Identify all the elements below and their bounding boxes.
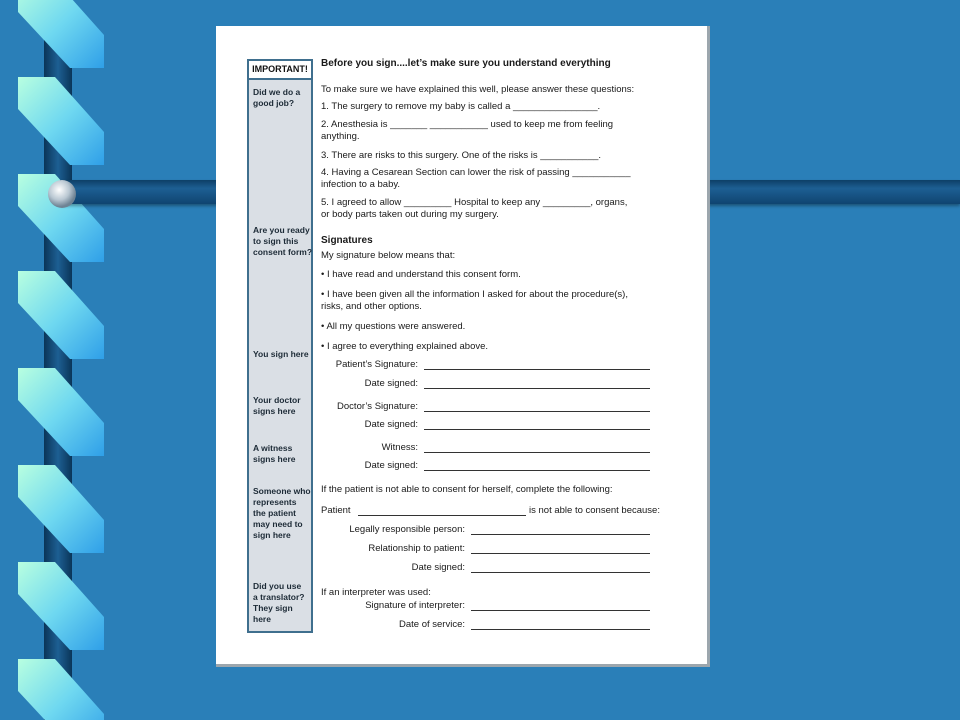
form-title: Before you sign....let’s make sure you understand everything	[321, 58, 611, 69]
question-1[interactable]: 1. The surgery to remove my baby is called a ________________.	[321, 101, 601, 112]
signatures-heading: Signatures	[321, 235, 373, 246]
witness-date-label: Date signed:	[364, 460, 418, 471]
patient-date-label: Date signed:	[364, 378, 418, 389]
spiral-ribbon-decoration	[0, 0, 110, 720]
legally-responsible-line[interactable]	[471, 534, 650, 535]
date-of-service-line[interactable]	[471, 629, 650, 630]
sidebar-label-representative: Someone who represents the patient may need to sign here	[253, 486, 311, 540]
sidebar-label-ready-to-sign: Are you ready to sign this consent form?	[253, 225, 313, 257]
sidebar-column	[247, 59, 313, 633]
patient-date-line[interactable]	[424, 388, 650, 389]
unable-consent-intro: If the patient is not able to consent for herself, complete the following:	[321, 484, 613, 495]
witness-signature-line[interactable]	[424, 452, 650, 453]
sidebar-label-you-sign: You sign here	[253, 349, 309, 359]
question-5[interactable]: 5. I agreed to allow _________ Hospital to keep any _________, organs, or body parts taken out during my surgery.	[321, 197, 628, 220]
sidebar-label-good-job: Did we do a good job?	[253, 87, 301, 108]
question-4[interactable]: 4. Having a Cesarean Section can lower the risk of passing ___________ infection to a baby.	[321, 167, 631, 190]
doctor-date-line[interactable]	[424, 429, 650, 430]
important-header: IMPORTANT!	[249, 61, 311, 80]
date-of-service-label: Date of service:	[399, 619, 465, 630]
representative-date-label: Date signed:	[411, 562, 465, 573]
relationship-line[interactable]	[471, 553, 650, 554]
sphere-knob-decoration	[46, 178, 78, 210]
signature-intro: My signature below means that:	[321, 250, 456, 261]
patient-name-line[interactable]	[358, 515, 526, 516]
witness-date-line[interactable]	[424, 470, 650, 471]
patient-signature-label: Patient’s Signature:	[335, 359, 418, 370]
patient-signature-line[interactable]	[424, 369, 650, 370]
sidebar-label-translator: Did you use a translator? They sign here	[253, 581, 305, 624]
representative-date-line[interactable]	[471, 572, 650, 573]
doctor-date-label: Date signed:	[364, 419, 418, 430]
sidebar-label-doctor-signs: Your doctor signs here	[253, 395, 301, 416]
consent-form-page	[216, 26, 710, 667]
patient-label: Patient	[321, 505, 351, 516]
bullet-questions: • All my questions were answered.	[321, 321, 466, 332]
horizontal-bar-right	[708, 180, 960, 204]
question-3[interactable]: 3. There are risks to this surgery. One of the risks is ___________.	[321, 150, 602, 161]
interpreter-intro: If an interpreter was used:	[321, 587, 431, 598]
question-2[interactable]: 2. Anesthesia is _______ ___________ used to keep me from feeling anything.	[321, 119, 614, 142]
legally-responsible-label: Legally responsible person:	[349, 524, 465, 535]
not-able-label: is not able to consent because:	[529, 505, 660, 516]
bullet-information: • I have been given all the information I asked for about the procedure(s), risks, and other options.	[321, 289, 628, 312]
relationship-label: Relationship to patient:	[368, 543, 465, 554]
horizontal-bar-left	[60, 180, 220, 204]
doctor-signature-label: Doctor’s Signature:	[337, 401, 418, 412]
sidebar-label-witness-signs: A witness signs here	[253, 443, 296, 464]
bullet-read: • I have read and understand this consent form.	[321, 269, 521, 280]
doctor-signature-line[interactable]	[424, 411, 650, 412]
questions-intro: To make sure we have explained this well, please answer these questions:	[321, 84, 635, 95]
witness-label: Witness:	[381, 442, 418, 453]
bullet-agree: • I agree to everything explained above.	[321, 341, 489, 352]
interpreter-signature-line[interactable]	[471, 610, 650, 611]
interpreter-signature-label: Signature of interpreter:	[365, 600, 465, 611]
